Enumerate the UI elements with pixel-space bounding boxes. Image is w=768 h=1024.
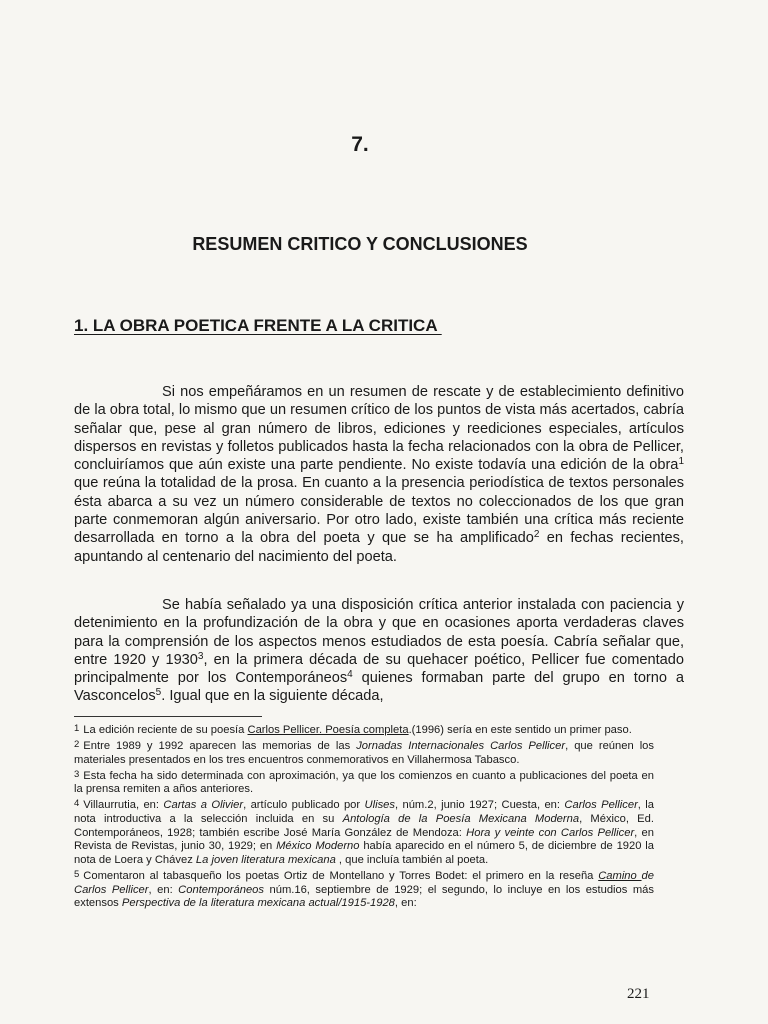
footnote-ref-2: 2	[533, 529, 540, 541]
footnote-text: había aparecido en el número 5, de diciembre de 1920 la nota de Loera y Chávez	[74, 840, 654, 866]
footnote-text: , que reúnen los materiales presentados en los tres encuentros conmemorativos en Villahermosa Tabasco.	[74, 740, 654, 766]
chapter-number: 7.	[351, 133, 369, 156]
footnote-title: México Moderno	[276, 840, 360, 853]
footnote-text: núm.16, septiembre de 1929; el segundo, lo incluye en los estudios más extensos	[74, 883, 654, 910]
footnote-marker: 5	[74, 868, 80, 880]
footnote-text: .(1996) sería en este sentido un primer paso.	[408, 724, 632, 736]
footnote-title: de Carlos Pellicer	[74, 869, 654, 896]
body-paragraph-2	[74, 596, 684, 706]
footnotes	[74, 722, 654, 911]
footnote-title: Ulises	[364, 799, 395, 812]
footnote-separator	[74, 716, 262, 717]
footnote-1	[74, 722, 654, 738]
footnote-text: Comentaron al tabasqueño los poetas Ortiz de Montellano y Torres Bodet: el primero en la reseña	[83, 869, 599, 882]
paragraph-text: en fechas recientes, apuntando al centenario del nacimiento del poeta.	[74, 530, 684, 565]
footnote-text: Esta fecha ha sido determinada con aproximación, ya que los comienzos en cuanto a publicaciones del poeta en la prensa remiten a años anteriores.	[74, 769, 654, 796]
footnote-title: Carlos Pellicer. Poesía completa	[247, 724, 409, 736]
footnote-ref-1: 1	[678, 456, 684, 468]
paragraph-text: Se había señalado ya una disposición crítica anterior instalada con paciencia y detenimiento en la profundización de la obra y que en ocasiones aporta verdaderas claves para la comprensión de los aspectos menos estudiados de esta poesía. Cabría señalar que, entre 1920 y 1930	[74, 597, 684, 668]
footnote-title: Cartas a Olivier	[163, 799, 244, 812]
paragraph-text: , en la primera década de su quehacer poético, Pellicer fue comentado principalmente por los Contemporáneos	[74, 651, 684, 687]
footnote-ref-3: 3	[197, 650, 204, 662]
footnote-marker: 3	[74, 768, 80, 780]
footnote-marker: 4	[74, 798, 80, 810]
footnote-text: Entre 1989 y 1992 aparecen las memorias de las	[83, 740, 357, 753]
footnote-5	[74, 868, 654, 911]
footnote-text: , núm.2, junio 1927; Cuesta, en:	[394, 799, 565, 812]
footnote-title: Antología de la Poesía Mexicana Moderna	[342, 813, 580, 826]
footnote-title: La joven literatura mexicana	[195, 853, 336, 866]
page-number: 221	[627, 986, 650, 1002]
paragraph-text: quienes formaban parte del grupo en torno a Vasconcelos	[74, 670, 684, 705]
footnote-title: Hora y veinte con Carlos Pellicer	[466, 826, 635, 839]
footnote-text: , artículo publicado por	[243, 799, 365, 812]
footnote-title: Camino	[598, 869, 642, 882]
footnote-marker: 2	[74, 739, 80, 751]
footnote-ref-4: 4	[347, 669, 353, 681]
paragraph-text: que reúna la totalidad de la prosa. En cuanto a la presencia periodística de textos personales ésta abarca a su vez un número considerable de textos no coleccionados de los que gran parte conmemoran algún aniversario. Por otro lado, existe también una crítica más reciente desarrollada en torno a la obra del poeta y que se ha amplificado	[74, 475, 684, 547]
footnote-marker: 1	[74, 723, 80, 734]
footnote-ref-5: 5	[155, 687, 162, 699]
body-paragraph-1	[74, 383, 684, 566]
footnote-text: La edición reciente de su poesía	[83, 724, 248, 736]
footnote-text: , en Revista de Revistas, junio 30, 1929; en	[74, 826, 654, 853]
footnote-text: , en:	[394, 897, 417, 910]
footnote-3	[74, 768, 654, 797]
footnote-title: Perspectiva de la literatura mexicana actual/1915-1928	[121, 897, 395, 910]
footnote-2	[74, 738, 654, 767]
footnote-text: , que incluía también al poeta.	[335, 853, 489, 866]
footnote-title: Jornadas Internacionales Carlos Pellicer	[356, 740, 566, 753]
footnote-title: Carlos Pellicer	[564, 799, 638, 812]
footnote-text: Villaurrutia, en:	[83, 799, 164, 812]
paragraph-text: . Igual que en la siguiente década,	[161, 688, 384, 705]
footnote-text: , la nota introductiva a la selección incluida en su	[74, 799, 655, 826]
chapter-title: RESUMEN CRITICO Y CONCLUSIONES	[192, 234, 528, 254]
footnote-4	[74, 797, 654, 867]
footnote-text: , México, Ed. Contemporáneos, 1928; también escribe José María González de Mendoza:	[74, 813, 654, 839]
footnote-title: Contemporáneos	[178, 883, 264, 896]
paragraph-text: Si nos empeñáramos en un resumen de rescate y de establecimiento definitivo de la obra total, lo mismo que un resumen crítico de los puntos de vista más acertados, cabría señalar que, pese al gran número de libros, ediciones y reediciones especiales, artículos dispersos en revistas y folletos publicados hasta la fecha relacionados con la obra de Pellicer, concluiríamos que aún existe una parte pendiente. No existe todavía una edición de la obra	[74, 384, 684, 474]
section-heading: 1. LA OBRA POETICA FRENTE A LA CRITICA	[74, 316, 442, 335]
footnote-text: , en:	[148, 883, 179, 896]
